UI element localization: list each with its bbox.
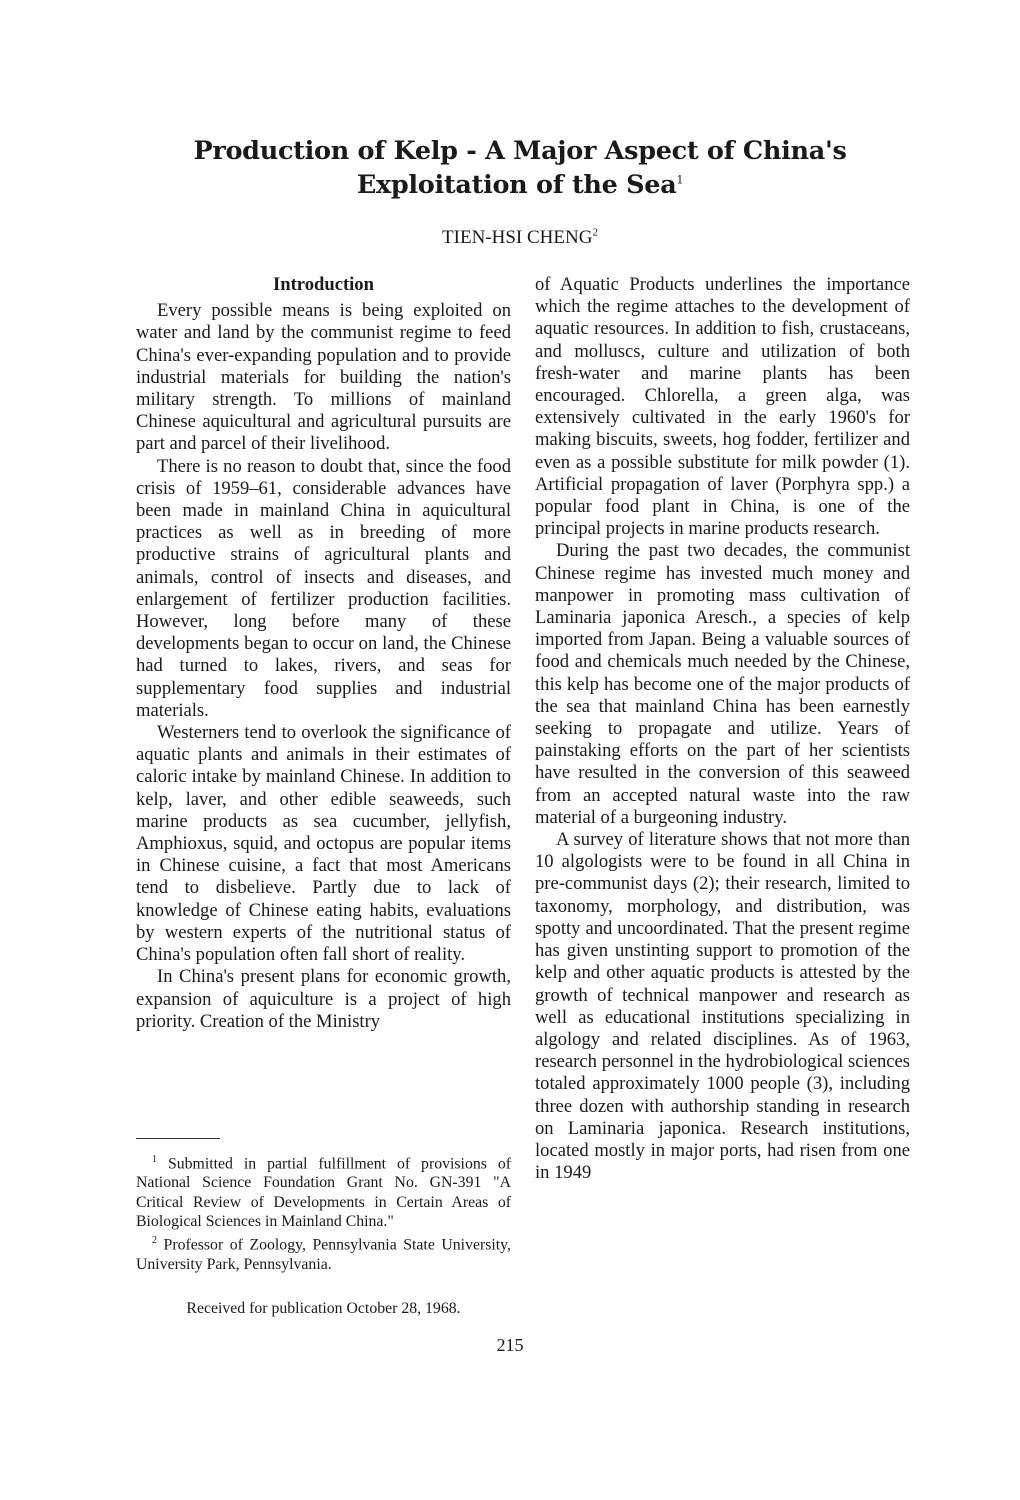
footnote-text: Professor of Zoology, Pennsylvania State University, University Park, Pennsylvania. — [136, 1236, 511, 1273]
footnotes — [136, 1150, 511, 1274]
body-paragraph: In China's present plans for economic growth, expansion of aquiculture is a project of high priority. Creation of the Ministry — [136, 966, 511, 1032]
body-paragraph: of Aquatic Products underlines the importance which the regime attaches to the development of aquatic resources. In addition to fish, crustaceans, and molluscs, culture and utilization of both fresh-water and marine plants has been encouraged. Chlorella, a green alga, was extensively cultivated in the early 1960's for making biscuits, sweets, hog fodder, fertilizer and even as a possible substitute for milk powder (1). Artificial propagation of laver (Porphyra spp.) a popular food plant in China, is one of the principal projects in marine products research. — [535, 274, 910, 540]
footnote-text: Submitted in partial fulfillment of provisions of National Science Foundation Grant No. GN-391 "A Critical Review of Developments in Certain Areas of Biological Sciences in Mainland China." — [136, 1155, 512, 1230]
paper-title — [120, 134, 920, 202]
title-line-2 — [120, 168, 920, 202]
footnote-marker: 1 — [152, 1154, 157, 1165]
footnote-1 — [136, 1150, 511, 1231]
title-line-2-text: Exploitation of the Sea — [356, 170, 677, 200]
received-date: Received for publication October 28, 1968. — [186, 1300, 461, 1317]
author-name: TIEN-HSI CHENG — [442, 227, 593, 248]
introduction-heading: Introduction — [273, 274, 374, 295]
page-number: 215 — [496, 1335, 524, 1355]
body-paragraph: Every possible means is being exploited on water and land by the communist regime to feed China's ever-expanding population and to provide industrial materials for building the nation's military strength. To millions of mainland Chinese aquicultural and agricultural pursuits are part and parcel of their livelihood. — [136, 300, 511, 455]
left-column — [136, 274, 511, 1033]
title-line-1: Production of Kelp - A Major Aspect of China's — [193, 136, 847, 166]
body-paragraph: During the past two decades, the communist Chinese regime has invested much money and manpower in promoting mass cultivation of Laminaria japonica Aresch., a species of kelp imported from Japan. Being a valuable sources of food and chemicals much needed by the Chinese, this kelp has become one of the major products of the sea that mainland China has been earnestly seeking to propagate and utilize. Years of painstaking efforts on the part of her scientists have resulted in the conversion of this seaweed from an accepted natural waste into the raw material of a burgeoning industry. — [535, 540, 910, 828]
title-footnote-marker: 1 — [676, 173, 684, 187]
footnote-2 — [136, 1231, 511, 1274]
footnote-divider — [136, 1138, 220, 1139]
footnote-marker: 2 — [152, 1235, 157, 1247]
author-footnote-marker: 2 — [592, 226, 598, 239]
body-paragraph: A survey of literature shows that not more than 10 algologists were to be found in all China in pre-communist days (2); their research, limited to taxonomy, morphology, and distribution, was spotty and uncoordinated. That the present regime has given unstinting support to promotion of the kelp and other aquatic products is attested by the growth of technical manpower and research as well as educational institutions specializing in algology and related disciplines. As of 1963, research personnel in the hydrobiological sciences totaled approximately 1000 people (3), including three dozen with authorship standing in research on Laminaria japonica. Research institutions, located mostly in major ports, had risen from one in 1949 — [535, 829, 910, 1184]
body-paragraph: There is no reason to doubt that, since the food crisis of 1959–61, considerable advances have been made in mainland China in aquicultural practices as well as in breeding of more productive strains of agricultural plants and animals, control of insects and diseases, and enlargement of fertilizer production facilities. However, long before many of these developments began to occur on land, the Chinese had turned to lakes, rivers, and seas for supplementary food supplies and industrial materials. — [136, 455, 511, 721]
author-line — [120, 227, 920, 249]
body-paragraph: Westerners tend to overlook the significance of aquatic plants and animals in their estimates of caloric intake by mainland Chinese. In addition to kelp, laver, and other edible seaweeds, such marine products as sea cucumber, jellyfish, Amphioxus, squid, and octopus are popular items in Chinese cuisine, a fact that most Americans tend to disbelieve. Partly due to lack of knowledge of Chinese eating habits, evaluations by western experts of the nutritional status of China's population often fall short of reality. — [136, 722, 511, 966]
right-column — [535, 274, 910, 1184]
